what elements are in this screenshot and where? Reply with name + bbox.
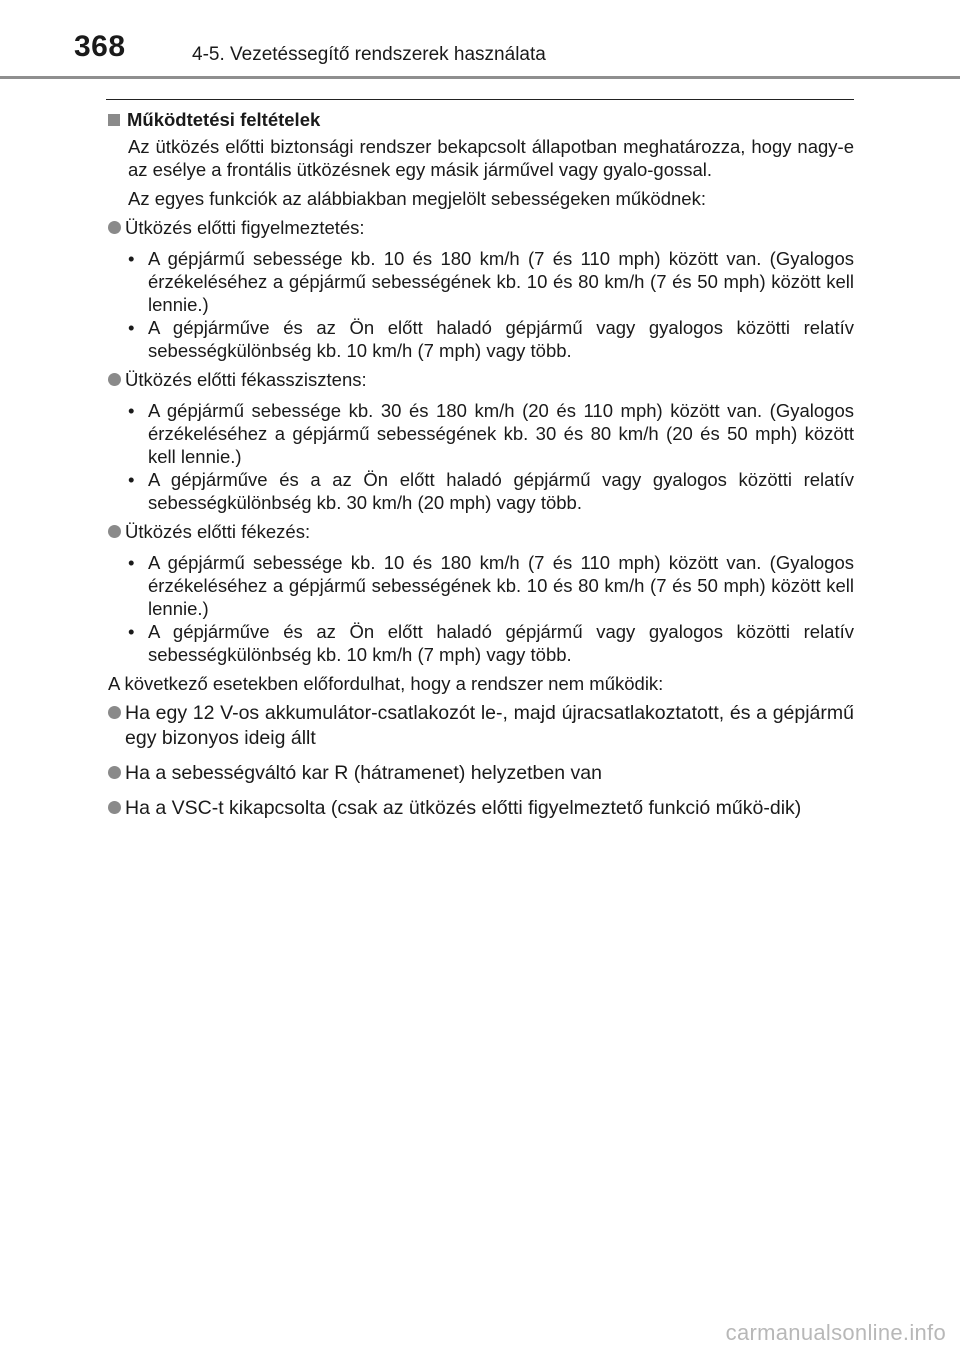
not-working-item xyxy=(108,761,854,786)
condition-text: A gépjárműve és az Ön előtt haladó gépjármű vagy gyalogos közötti relatív sebességkülönbség kb. 10 km/h (7 mph) vagy több. xyxy=(148,317,854,361)
function-conditions xyxy=(108,247,854,362)
condition-text: A gépjármű sebessége kb. 10 és 180 km/h (7 és 110 mph) között van. (Gyalogos érzékeléséhez a gépjármű sebességének kb. 10 és 80 km/h (7 és 50 mph) között kell lennie.) xyxy=(148,248,854,315)
not-working-text: Ha egy 12 V-os akkumulátor-csatlakozót le-, majd újracsatlakoztatott, és a gépjármű egy bizonyos ideig állt xyxy=(125,702,854,749)
section-heading-text: Működtetési feltételek xyxy=(127,109,321,130)
condition-item xyxy=(128,551,854,620)
section-divider xyxy=(106,99,854,100)
circle-bullet-icon xyxy=(108,221,121,234)
bullet-marker: • xyxy=(128,400,135,421)
watermark: carmanualsonline.info xyxy=(725,1320,946,1345)
circle-bullet-icon xyxy=(108,801,121,814)
page-header xyxy=(0,0,960,80)
condition-text: A gépjármű sebessége kb. 10 és 180 km/h (7 és 110 mph) között van. (Gyalogos érzékeléséhez a gépjármű sebességének kb. 10 és 80 km/h (7 és 50 mph) között kell lennie.) xyxy=(148,552,854,619)
not-working-item xyxy=(108,796,854,821)
section-content xyxy=(108,108,854,831)
function-item xyxy=(108,368,854,391)
header-divider xyxy=(0,76,960,79)
not-working-intro: A következő esetekben előfordulhat, hogy a rendszer nem működik: xyxy=(108,673,664,694)
condition-item xyxy=(128,620,854,666)
bullet-marker: • xyxy=(128,248,135,269)
bullet-marker: • xyxy=(128,317,135,338)
page-number: 368 xyxy=(74,30,126,63)
condition-item xyxy=(128,468,854,514)
function-conditions xyxy=(108,399,854,514)
circle-bullet-icon xyxy=(108,525,121,538)
condition-text: A gépjárműve és az Ön előtt haladó gépjármű vagy gyalogos közötti relatív sebességkülönbség kb. 10 km/h (7 mph) vagy több. xyxy=(148,621,854,665)
condition-item xyxy=(128,316,854,362)
condition-item xyxy=(128,247,854,316)
function-item xyxy=(108,216,854,239)
bullet-marker: • xyxy=(128,469,135,490)
function-item xyxy=(108,520,854,543)
bullet-marker: • xyxy=(128,552,135,573)
not-working-text: Ha a VSC-t kikapcsolta (csak az ütközés előtti figyelmeztető funkció műkö-dik) xyxy=(125,797,802,819)
section-heading xyxy=(108,108,854,131)
chapter-title: 4-5. Vezetéssegítő rendszerek használata xyxy=(192,44,546,65)
function-title: Ütközés előtti figyelmeztetés: xyxy=(125,217,365,238)
condition-text: A gépjárműve és a az Ön előtt haladó gépjármű vagy gyalogos közötti relatív sebességkülönbség kb. 30 km/h (20 mph) vagy több. xyxy=(148,469,854,513)
condition-text: A gépjármű sebessége kb. 30 és 180 km/h (20 és 110 mph) között van. (Gyalogos érzékeléséhez a gépjármű sebességének kb. 30 és 80 km/h (20 és 50 mph) között kell lennie.) xyxy=(148,400,854,467)
circle-bullet-icon xyxy=(108,766,121,779)
circle-bullet-icon xyxy=(108,706,121,719)
condition-item xyxy=(128,399,854,468)
square-bullet-icon xyxy=(108,114,120,126)
section-body xyxy=(108,135,854,210)
function-title: Ütközés előtti fékezés: xyxy=(125,521,311,542)
function-title: Ütközés előtti fékasszisztens: xyxy=(125,369,367,390)
function-conditions xyxy=(108,551,854,666)
speeds-intro-paragraph: Az egyes funkciók az alábbiakban megjelölt sebességeken működnek: xyxy=(128,188,706,209)
not-working-item xyxy=(108,701,854,751)
bullet-marker: • xyxy=(128,621,135,642)
not-working-text: Ha a sebességváltó kar R (hátramenet) helyzetben van xyxy=(125,762,602,784)
circle-bullet-icon xyxy=(108,373,121,386)
intro-paragraph: Az ütközés előtti biztonsági rendszer bekapcsolt állapotban meghatározza, hogy nagy-e az esélye a frontális ütközésnek egy másik járművel vagy gyalo-gossal. xyxy=(128,136,854,180)
